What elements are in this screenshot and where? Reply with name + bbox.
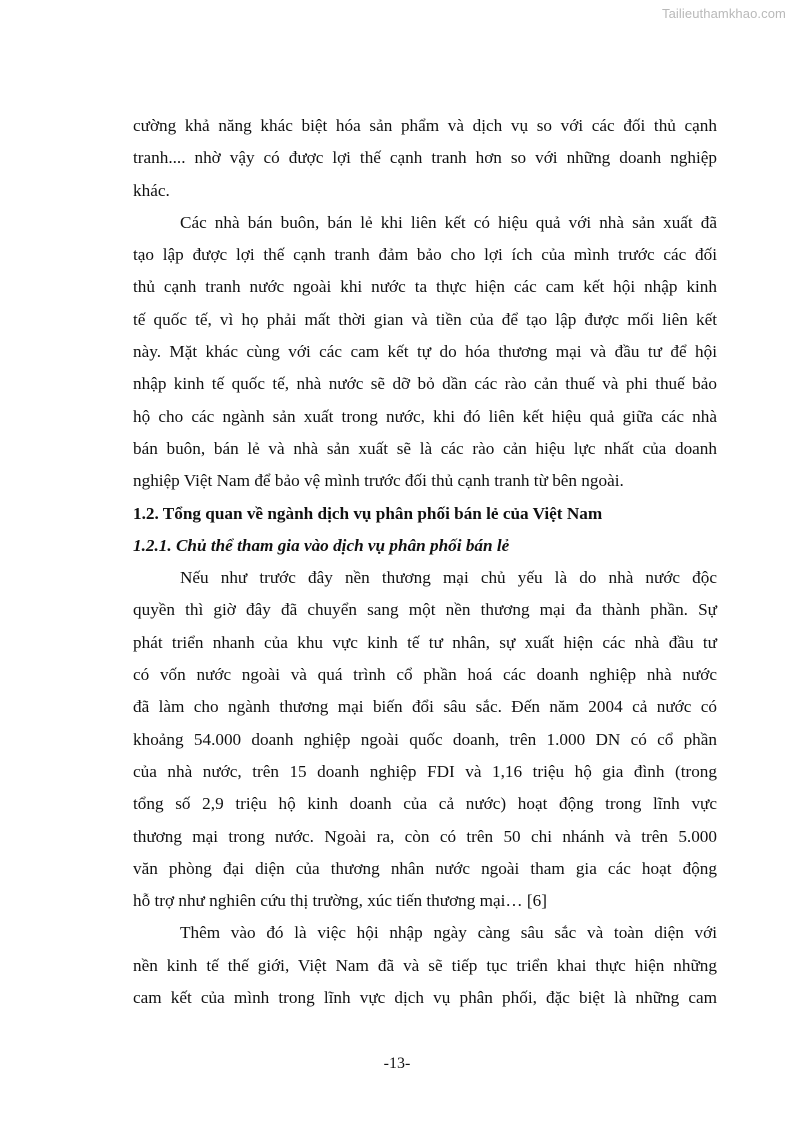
text-line: phát triển nhanh của khu vực kinh tế tư nhân, sự xuất hiện các nhà đầu tư (133, 632, 717, 652)
text-line: có vốn nước ngoài và quá trình cổ phần hoá các doanh nghiệp nhà nước (133, 665, 717, 685)
text-line: hộ cho các ngành sản xuất trong nước, khi đó liên kết hiệu quả giữa các nhà (133, 406, 717, 426)
text-line: khác. (133, 180, 170, 200)
text-line: tranh.... nhờ vậy có được lợi thế cạnh tranh hơn so với những doanh nghiệp (133, 148, 717, 168)
text-line: hỗ trợ như nghiên cứu thị trường, xúc tiến thương mại… [6] (133, 891, 547, 911)
text-line: quyền thì giờ đây đã chuyển sang một nền thương mại đa thành phần. Sự (133, 600, 717, 620)
text-line: Nếu như trước đây nền thương mại chủ yếu là do nhà nước độc (180, 568, 717, 588)
text-line: Thêm vào đó là việc hội nhập ngày càng sâu sắc và toàn diện với (180, 923, 717, 943)
text-line: tổng số 2,9 triệu hộ kinh doanh của cả nước) hoạt động trong lĩnh vực (133, 794, 717, 814)
text-line: nghiệp Việt Nam để bảo vệ mình trước đối thủ cạnh tranh từ bên ngoài. (133, 471, 624, 491)
text-line: cường khả năng khác biệt hóa sản phẩm và dịch vụ so với các đối thủ cạnh (133, 116, 717, 135)
text-line: cam kết của mình trong lĩnh vực dịch vụ phân phối, đặc biệt là những cam (133, 988, 717, 1008)
text-line: Các nhà bán buôn, bán lẻ khi liên kết có hiệu quả với nhà sản xuất đã (180, 212, 717, 232)
watermark: Tailieuthamkhao.com (661, 6, 786, 21)
paragraph (133, 110, 717, 207)
text-line: thương mại trong nước. Ngoài ra, còn có trên 50 chi nhánh và trên 5.000 (133, 826, 717, 846)
subsection-heading: 1.2.1. Chủ thể tham gia vào dịch vụ phân phối bán lẻ (133, 535, 510, 555)
text-line: thủ cạnh tranh nước ngoài khi nước ta thực hiện các cam kết hội nhập kinh (133, 277, 717, 297)
text-line: văn phòng đại diện của thương nhân nước ngoài tham gia các hoạt động (133, 858, 717, 878)
text-line: bán buôn, bán lẻ và nhà sản xuất sẽ là các rào cản hiệu lực nhất của doanh (133, 438, 717, 458)
page-number: -13- (383, 1055, 411, 1072)
text-line: của nhà nước, trên 15 doanh nghiệp FDI và 1,16 triệu hộ gia đình (trong (133, 761, 717, 781)
text-line: nhập kinh tế quốc tế, nhà nước sẽ dỡ bỏ dần các rào cản thuế và phi thuế bảo (133, 374, 717, 394)
text-line: đã làm cho ngành thương mại biến đổi sâu sắc. Đến năm 2004 cả nước có (133, 697, 717, 717)
text-line: nền kinh tế thế giới, Việt Nam đã và sẽ tiếp tục triển khai thực hiện những (133, 955, 717, 975)
text-line: khoảng 54.000 doanh nghiệp ngoài quốc doanh, trên 1.000 DN có cổ phần (133, 729, 717, 749)
text-line: tạo lập được lợi thế cạnh tranh đảm bảo cho lợi ích của mình trước các đối (133, 245, 717, 265)
text-line: tế quốc tế, vì họ phải mất thời gian và tiền của để tạo lập được mối liên kết (133, 309, 717, 329)
text-line: này. Mặt khác cùng với các cam kết tự do hóa thương mại và đầu tư để hội (133, 342, 717, 362)
paragraph (133, 917, 717, 1014)
paragraph (133, 207, 717, 498)
section-heading: 1.2. Tổng quan về ngành dịch vụ phân phối bán lẻ của Việt Nam (133, 503, 603, 523)
document-body (133, 110, 717, 1014)
paragraph (133, 562, 717, 917)
